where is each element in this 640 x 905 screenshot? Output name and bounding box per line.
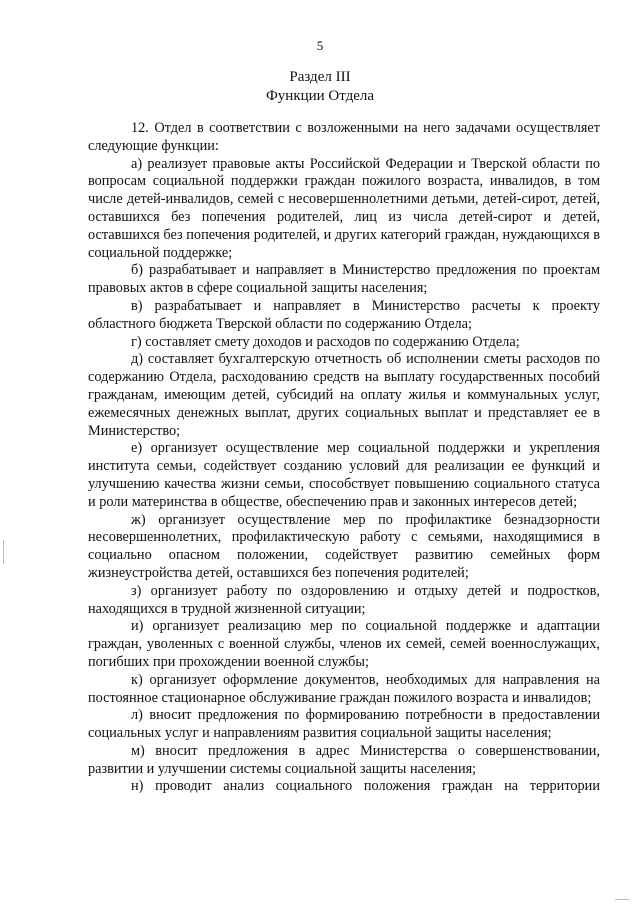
paragraph-z: з) организует работу по оздоровлению и отдыху детей и подростков, находящихся в трудной жизненной ситуации; (88, 582, 600, 617)
section-title: Раздел III (289, 69, 351, 85)
paragraph-k: к) организует оформление документов, необходимых для направления на постоянное стационарное обслуживание граждан пожилого возраста и инвалидов; (88, 671, 600, 706)
paragraph-g: г) составляет смету доходов и расходов по содержанию Отдела; (131, 333, 520, 350)
paragraph-l: л) вносит предложения по формированию потребности в предоставлении социальных услуг и направлениям развития социальной защиты населения; (88, 707, 600, 742)
paragraph-i: и) организует реализацию мер по социальной поддержке и адаптации граждан, уволенных с военной службы, членов их семей, семей военнослужащих, погибших при прохождении военной службы; (88, 618, 600, 670)
scan-edge-mark (3, 540, 4, 564)
page-number: 5 (316, 38, 324, 53)
paragraph-a: а) реализует правовые акты Российской Федерации и Тверской области по вопросам социальной поддержки граждан пожилого возраста, инвалидов, в том числе детей-инвалидов, семей с несовершеннолетними детьми, детей-сирот, детей, оставшихся без попечения родителей, лиц из числа детей-сирот и детей, оставшихся без попечения родителей, и других категорий граждан, нуждающихся в социальной поддержке; (88, 155, 600, 261)
paragraph-d: д) составляет бухгалтерскую отчетность об исполнении сметы расходов по содержанию Отдела, расходованию средств на выплату государственных пособий гражданам, имеющим детей, субсидий на оплату жилья и коммунальных услуг, ежемесячных денежных выплат, других социальных выплат и представляет ее в Министерство; (88, 351, 600, 439)
paragraph-e: е) организует осуществление мер социальной поддержки и укрепления института семьи, содействует созданию условий для реализации ее функций и улучшению качества жизни семьи, способствует повышению социального статуса и роли материнства в обществе, обеспечению прав и законных интересов детей; (88, 440, 600, 510)
scan-edge-mark (615, 899, 629, 900)
paragraph-v: в) разрабатывает и направляет в Министерство расчеты к проекту областного бюджета Тверской области по содержанию Отдела; (88, 297, 600, 332)
paragraph-n: н) проводит анализ социального положения граждан на территории (131, 778, 600, 795)
paragraph-zh: ж) организует осуществление мер по профилактике безнадзорности несовершеннолетних, профилактическую работу с семьями, находящимися в социально опасном положении, содействует развитию семейных форм жизнеустройства детей, оставшихся без попечения родителей; (88, 511, 600, 581)
paragraph-m: м) вносит предложения в адрес Министерства о совершенствовании, развитии и улучшении системы социальной защиты населения; (88, 742, 600, 777)
document-body (88, 120, 600, 796)
paragraph-12: 12. Отдел в соответствии с возложенными на него задачами осуществляет следующие функции: (88, 120, 600, 154)
section-heading: Функции Отдела (265, 88, 375, 104)
paragraph-b: б) разрабатывает и направляет в Министерство предложения по проектам правовых актов в сфере социальной защиты населения; (88, 262, 600, 297)
